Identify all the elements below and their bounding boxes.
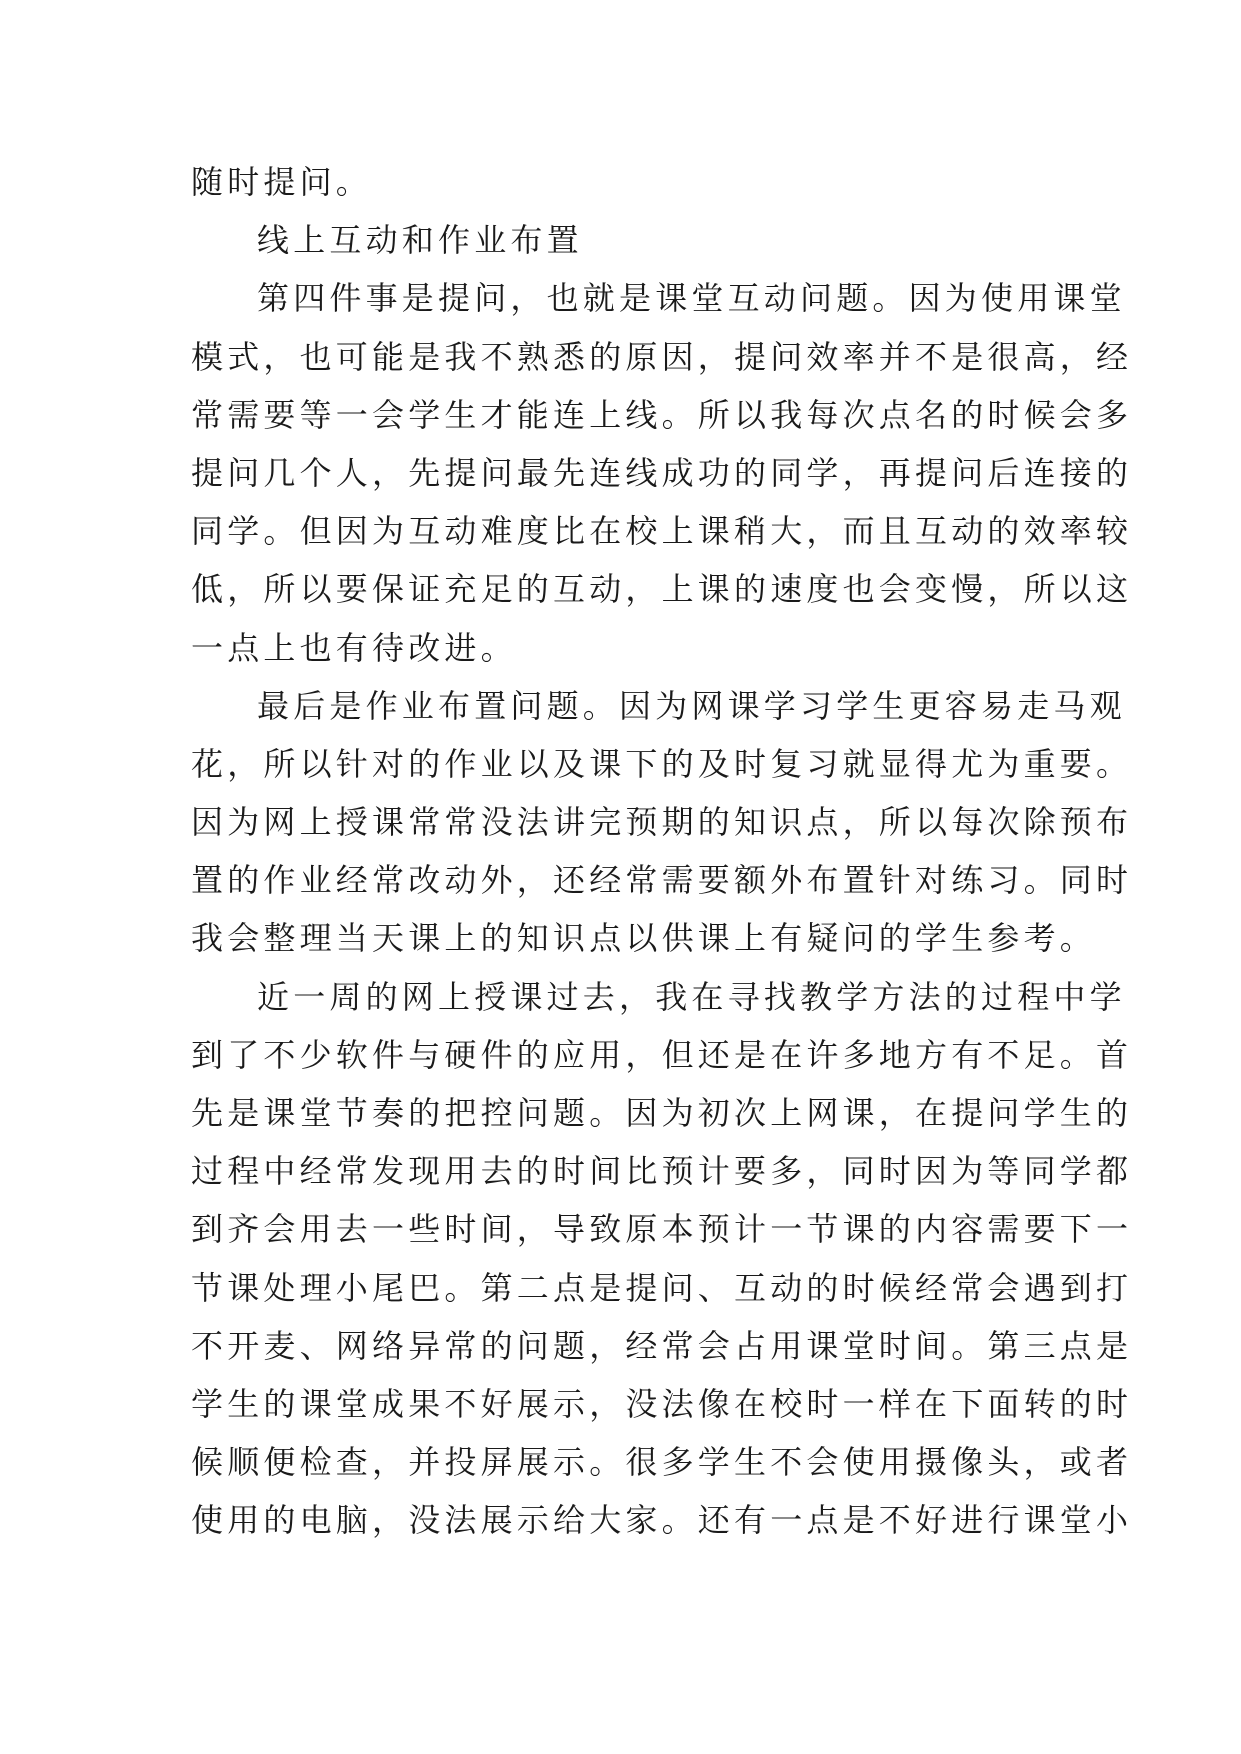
text-line: 同学。但因为互动难度比在校上课稍大，而且互动的效率较 [191,512,1133,551]
text-line: 到齐会用去一些时间，导致原本预计一节课的内容需要下一 [191,1210,1133,1249]
text-line: 先是课堂节奏的把控问题。因为初次上网课，在提问学生的 [191,1094,1133,1132]
text-line: 提问几个人，先提问最先连线成功的同学，再提问后连接的 [191,453,1133,492]
body-text [191,153,1133,1550]
text-line: 过程中经常发现用去的时间比预计要多，同时因为等同学都 [191,1152,1133,1191]
text-line: 候顺便检查，并投屏展示。很多学生不会使用摄像头，或者 [191,1443,1133,1482]
text-line: 近一周的网上授课过去，我在寻找教学方法的过程中学 [257,977,1126,1016]
text-line: 不开麦、网络异常的问题，经常会占用课堂时间。第三点是 [191,1326,1133,1365]
text-line: 最后是作业布置问题。因为网课学习学生更容易走马观 [257,686,1126,725]
text-line: 节课处理小尾巴。第二点是提问、互动的时候经常会遇到打 [191,1268,1133,1307]
text-line: 学生的课堂成果不好展示，没法像在校时一样在下面转的时 [191,1384,1133,1423]
text-line: 花，所以针对的作业以及课下的及时复习就显得尤为重要。 [191,744,1133,783]
text-line: 常需要等一会学生才能连上线。所以我每次点名的时候会多 [191,395,1133,434]
text-line: 低，所以要保证充足的互动，上课的速度也会变慢，所以这 [191,570,1133,609]
text-line: 使用的电脑，没法展示给大家。还有一点是不好进行课堂小 [191,1501,1133,1540]
text-line: 我会整理当天课上的知识点以供课上有疑问的学生参考。 [191,919,1097,958]
text-line: 一点上也有待改进。 [191,628,517,667]
text-line: 因为网上授课常常没法讲完预期的知识点，所以每次除预布 [191,803,1133,842]
text-line: 第四件事是提问，也就是课堂互动问题。因为使用课堂 [257,279,1126,318]
text-line: 线上互动和作业布置 [257,221,583,260]
text-line: 到了不少软件与硬件的应用，但还是在许多地方有不足。首 [191,1035,1133,1074]
text-line: 模式，也可能是我不熟悉的原因，提问效率并不是很高，经 [191,337,1133,376]
text-line: 随时提问。 [191,163,373,201]
text-line: 置的作业经常改动外，还经常需要额外布置针对练习。同时 [191,861,1133,900]
